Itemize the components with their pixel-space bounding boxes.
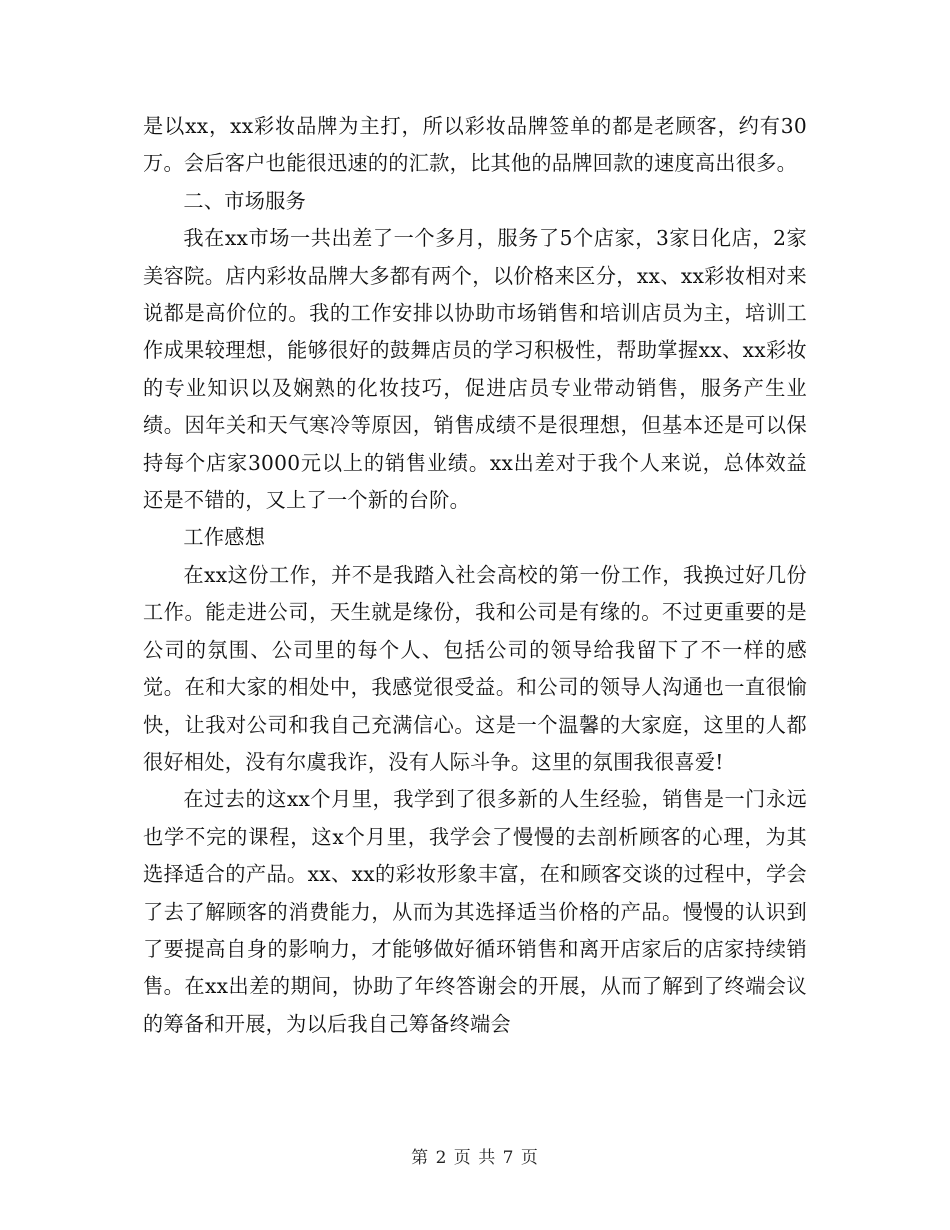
paragraph-experience: 在过去的这xx个月里，我学到了很多新的人生经验，销售是一门永远也学不完的课程，这x个月里，我学会了慢慢的去剖析顾客的心理，为其选择适合的产品。xx、xx的彩妆形象丰富，在和顾客交谈的过程中，学会了去了解顾客的消费能力，从而为其选择适当价格的产品。慢慢的认识到了要提高自身的影响力，才能够做好循环销售和离开店家后的店家持续销售。在xx出差的期间，协助了年终答谢会的开展，从而了解到了终端会议的筹备和开展，为以后我自己筹备终端会 <box>143 787 807 1036</box>
paragraph-market-service: 我在xx市场一共出差了一个多月，服务了5个店家，3家日化店，2家美容院。店内彩妆品牌大多都有两个，以价格来区分，xx、xx彩妆相对来说都是高价位的。我的工作安排以协助市场销售和培训店员为主，培训工作成果较理想，能够很好的鼓舞店员的学习积极性，帮助掌握xx、xx彩妆的专业知识以及娴熟的化妆技巧，促进店员专业带动销售，服务产生业绩。因年关和天气寒冷等原因，销售成绩不是很理想，但基本还是可以保持每个店家3000元以上的销售业绩。xx出差对于我个人来说，总体效益还是不错的，又上了一个新的台阶。 <box>143 226 807 513</box>
heading-work-thoughts: 工作感想 <box>183 525 266 550</box>
paragraph-continuation: 是以xx，xx彩妆品牌为主打，所以彩妆品牌签单的都是老顾客，约有30万。会后客户也能很迅速的的汇款，比其他的品牌回款的速度高出很多。 <box>143 114 807 176</box>
document-body <box>143 108 807 1043</box>
heading-market-service: 二、市场服务 <box>183 188 307 213</box>
paragraph-work-thoughts: 在xx这份工作，并不是我踏入社会高校的第一份工作，我换过好几份工作。能走进公司，天生就是缘份，我和公司是有缘的。不过更重要的是公司的氛围、公司里的每个人、包括公司的领导给我留下了不一样的感觉。在和大家的相处中，我感觉很受益。和公司的领导人沟通也一直很愉快，让我对公司和我自己充满信心。这是一个温馨的大家庭，这里的人都很好相处，没有尔虞我诈，没有人际斗争。这里的氛围我很喜爱! <box>143 562 807 774</box>
page-number-footer: 第 2 页 共 7 页 <box>411 1148 539 1168</box>
